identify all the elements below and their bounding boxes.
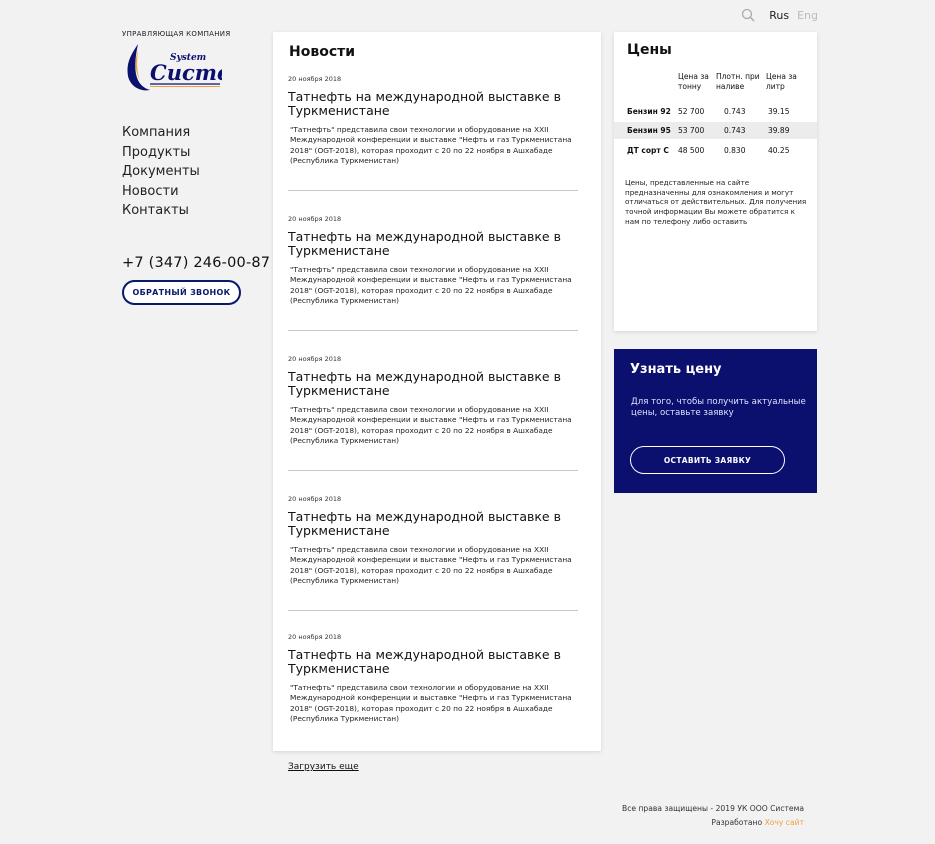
density: 0.743 bbox=[724, 107, 746, 116]
lang-eng[interactable]: Eng bbox=[797, 8, 818, 22]
news-item[interactable] bbox=[288, 355, 580, 446]
news-date: 20 ноября 2018 bbox=[288, 633, 342, 641]
price-column-header: Плотн. при наливе bbox=[716, 72, 760, 91]
developed-by-label: Разработано bbox=[711, 818, 763, 827]
news-text: "Татнефть" представила свои технологии и оборудование на XXII Международной конференции и выставке "Нефть и газ Туркменистана 2018" (OGT-2018), которая проходит с 20 по 22 ноября в Ашхабаде (Республика Туркменистан) bbox=[290, 125, 572, 165]
news-date: 20 ноября 2018 bbox=[288, 495, 342, 503]
quote-title: Узнать цену bbox=[630, 362, 722, 377]
news-text: "Татнефть" представила свои технологии и оборудование на XXII Международной конференции и выставке "Нефть и газ Туркменистана 2018" (OGT-2018), которая проходит с 20 по 22 ноября в Ашхабаде (Республика Туркменистан) bbox=[290, 683, 572, 723]
news-headline[interactable]: Татнефть на международной выставке в Туркменистане bbox=[288, 509, 561, 538]
topbar bbox=[741, 8, 818, 22]
developer-link[interactable]: Хочу сайт bbox=[764, 818, 804, 827]
search-icon[interactable] bbox=[741, 8, 755, 22]
news-headline[interactable]: Татнефть на международной выставке в Туркменистане bbox=[288, 229, 561, 258]
prices-title: Цены bbox=[627, 42, 672, 58]
news-text: "Татнефть" представила свои технологии и оборудование на XXII Международной конференции и выставке "Нефть и газ Туркменистана 2018" (OGT-2018), которая проходит с 20 по 22 ноября в Ашхабаде (Республика Туркменистан) bbox=[290, 545, 572, 585]
request-button[interactable]: ОСТАВИТЬ ЗАЯВКУ bbox=[630, 446, 785, 474]
news-date: 20 ноября 2018 bbox=[288, 355, 342, 363]
news-divider bbox=[288, 190, 578, 191]
phone-number[interactable]: +7 (347) 246-00-87 bbox=[122, 254, 271, 271]
fuel-name: Бензин 92 bbox=[627, 107, 671, 116]
price-row bbox=[614, 122, 817, 139]
load-more-link[interactable]: Загрузить еще bbox=[288, 762, 359, 772]
sidebar bbox=[122, 30, 271, 305]
news-text: "Татнефть" представила свои технологии и оборудование на XXII Международной конференции и выставке "Нефть и газ Туркменистана 2018" (OGT-2018), которая проходит с 20 по 22 ноября в Ашхабаде (Республика Туркменистан) bbox=[290, 265, 572, 305]
price-row bbox=[614, 142, 817, 159]
footer bbox=[622, 802, 804, 830]
prices-note: Цены, представленные на сайте предназначенны для ознакомления и могут отличаться от действительных. Для получения точной информации Вы можете обратится к нам по телефону либо оставить bbox=[625, 178, 807, 226]
price-per-ton: 53 700 bbox=[678, 126, 705, 135]
fuel-name: ДТ сорт С bbox=[627, 146, 669, 155]
nav-item-company[interactable]: Компания bbox=[122, 125, 191, 140]
price-row bbox=[614, 103, 817, 120]
news-item[interactable] bbox=[288, 75, 580, 166]
news-date: 20 ноября 2018 bbox=[288, 215, 342, 223]
price-per-liter: 39.15 bbox=[768, 107, 790, 116]
news-text: "Татнефть" представила свои технологии и оборудование на XXII Международной конференции и выставке "Нефть и газ Туркменистана 2018" (OGT-2018), которая проходит с 20 по 22 ноября в Ашхабаде (Республика Туркменистан) bbox=[290, 405, 572, 445]
price-per-liter: 40.25 bbox=[768, 146, 790, 155]
news-divider bbox=[288, 470, 578, 471]
nav-item-documents[interactable]: Документы bbox=[122, 164, 200, 179]
news-title: Новости bbox=[289, 44, 356, 60]
price-column-header: Цена за тонну bbox=[678, 72, 709, 91]
price-per-ton: 52 700 bbox=[678, 107, 705, 116]
price-per-ton: 48 500 bbox=[678, 146, 705, 155]
density: 0.830 bbox=[724, 146, 746, 155]
fuel-name: Бензин 95 bbox=[627, 126, 671, 135]
news-headline[interactable]: Татнефть на международной выставке в Туркменистане bbox=[288, 369, 561, 398]
news-headline[interactable]: Татнефть на международной выставке в Туркменистане bbox=[288, 647, 561, 676]
callback-button[interactable]: ОБРАТНЫЙ ЗВОНОК bbox=[122, 280, 241, 305]
nav-item-news[interactable]: Новости bbox=[122, 183, 179, 199]
news-panel bbox=[273, 32, 601, 751]
nav-item-products[interactable]: Продукты bbox=[122, 144, 191, 160]
density: 0.743 bbox=[724, 126, 746, 135]
news-divider bbox=[288, 610, 578, 611]
svg-text:System: System bbox=[170, 53, 207, 63]
price-per-liter: 39.89 bbox=[768, 126, 790, 135]
lang-rus[interactable]: Rus bbox=[769, 8, 790, 22]
price-column-header: Цена за литр bbox=[766, 72, 797, 91]
news-headline[interactable]: Татнефть на международной выставке в Туркменистане bbox=[288, 89, 561, 118]
news-item[interactable] bbox=[288, 495, 580, 586]
main-nav bbox=[122, 123, 252, 221]
news-divider bbox=[288, 330, 578, 331]
copyright: Все права защищены - 2019 УК ООО Система bbox=[622, 804, 804, 813]
news-date: 20 ноября 2018 bbox=[288, 75, 342, 83]
quote-text: Для того, чтобы получить актуальные цены, оставьте заявку bbox=[631, 397, 806, 418]
developer-credit bbox=[622, 816, 804, 830]
quote-panel bbox=[614, 349, 817, 493]
news-item[interactable] bbox=[288, 633, 580, 724]
company-logo[interactable] bbox=[122, 42, 222, 94]
logo-caption: УПРАВЛЯЮЩАЯ КОМПАНИЯ bbox=[122, 30, 231, 38]
nav-item-contacts[interactable]: Контакты bbox=[122, 203, 189, 218]
prices-panel bbox=[614, 32, 817, 331]
news-item[interactable] bbox=[288, 215, 580, 306]
svg-text:Система: Сист bbox=[150, 60, 217, 85]
